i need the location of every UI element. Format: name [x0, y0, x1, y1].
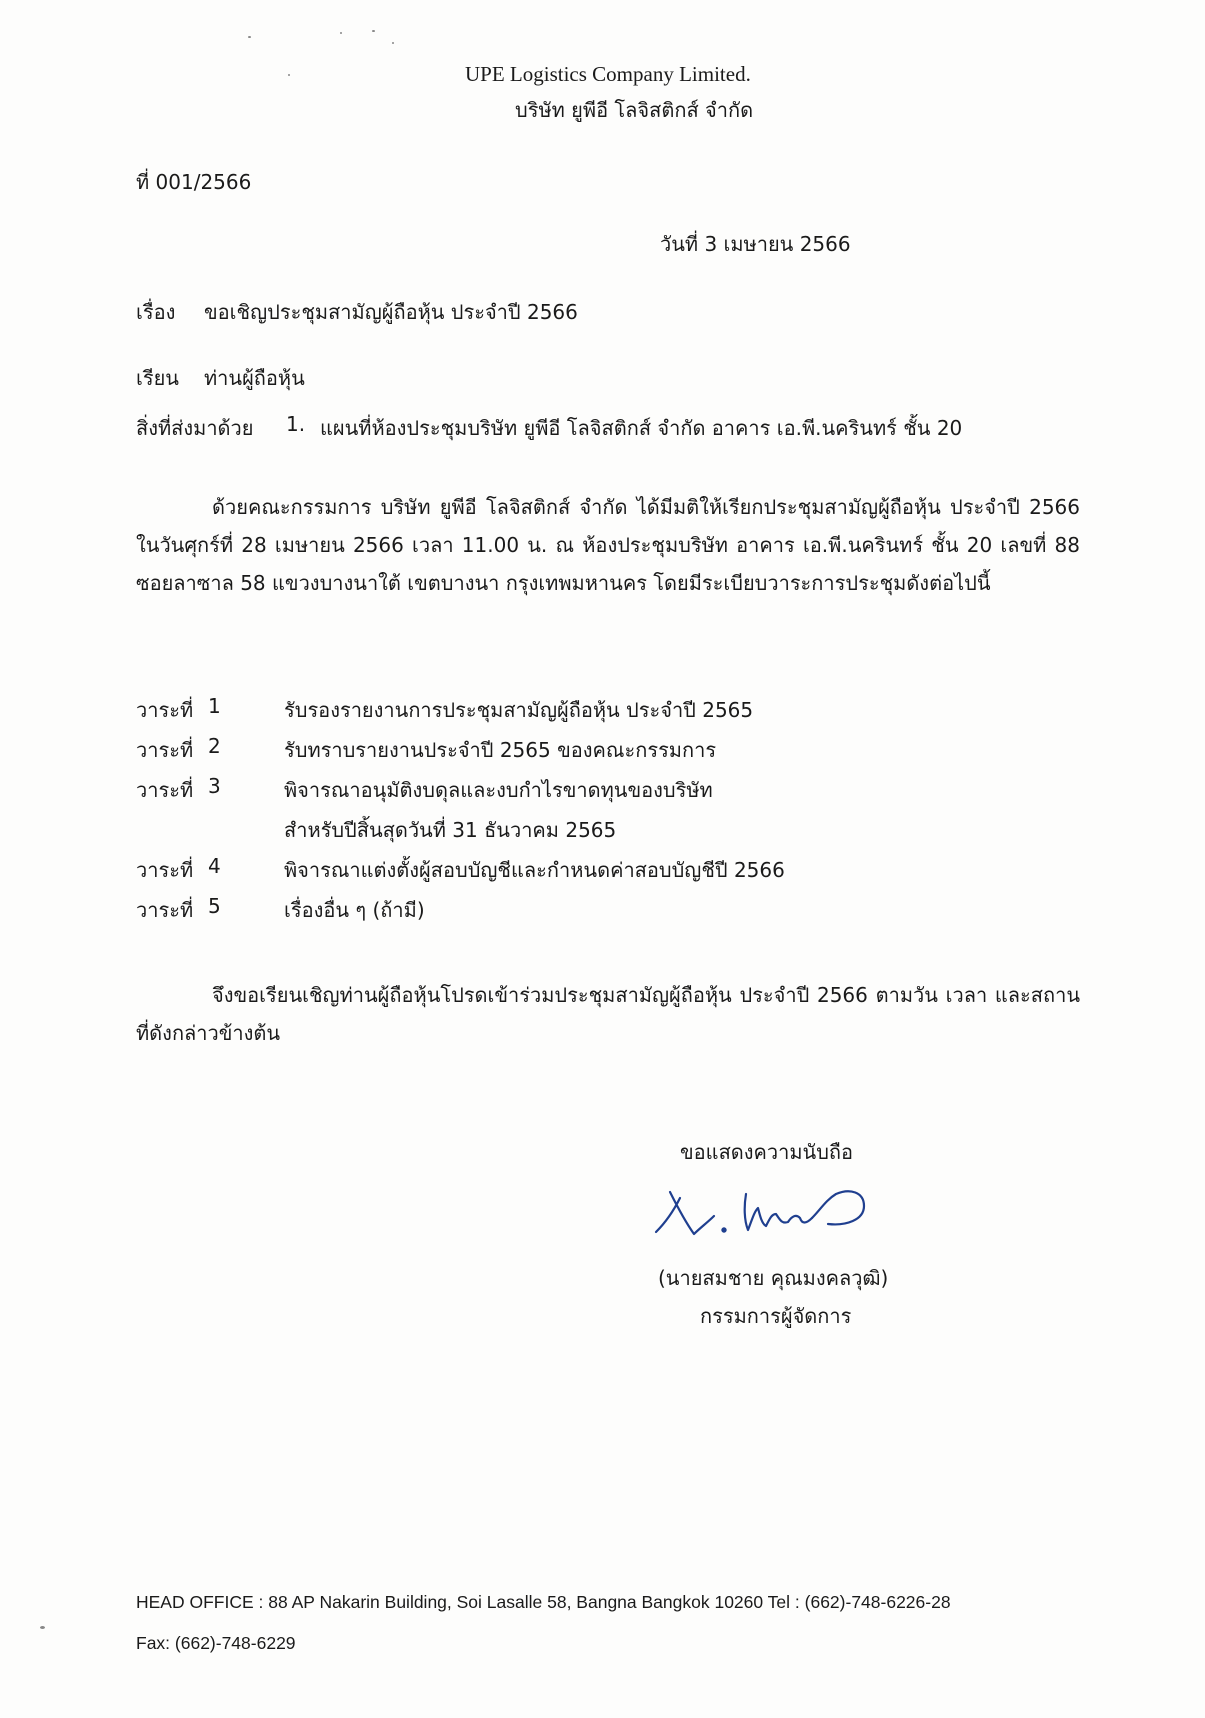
agenda-text: พิจารณาแต่งตั้งผู้สอบบัญชีและกำหนดค่าสอบบัญชีปี 2566 — [284, 858, 785, 882]
subject-text: ขอเชิญประชุมสามัญผู้ถือหุ้น ประจำปี 2566 — [204, 300, 578, 324]
agenda-text: สำหรับปีสิ้นสุดวันที่ 31 ธันวาคม 2565 — [284, 818, 617, 842]
company-name-en: UPE Logistics Company Limited. — [465, 62, 751, 86]
scan-speck — [288, 74, 290, 76]
signatory-position: กรรมการผู้จัดการ — [700, 1304, 852, 1328]
agenda-text: รับรองรายงานการประชุมสามัญผู้ถือหุ้น ประจำปี 2565 — [284, 698, 754, 722]
agenda-item — [136, 694, 1036, 734]
agenda-number: 4 — [208, 854, 221, 878]
scan-speck — [340, 32, 342, 34]
agenda-label: วาระที่ — [136, 898, 194, 922]
scan-speck — [392, 42, 394, 44]
closing-paragraph: จึงขอเรียนเชิญท่านผู้ถือหุ้นโปรดเข้าร่วมประชุมสามัญผู้ถือหุ้น ประจำปี 2566 ตามวัน เวลา และสถานที่ดังกล่าวข้างต้น — [136, 983, 1080, 1045]
addressee-label: เรียน — [136, 366, 179, 390]
agenda-number: 3 — [208, 774, 221, 798]
scan-speck — [248, 36, 251, 38]
agenda-item — [136, 734, 1036, 774]
agenda-label: วาระที่ — [136, 698, 194, 722]
footer-head-office: HEAD OFFICE : 88 AP Nakarin Building, Soi Lasalle 58, Bangna Bangkok 10260 Tel : (662)-748-6226-28 — [136, 1592, 951, 1612]
agenda-label: วาระที่ — [136, 858, 194, 882]
company-name-th: บริษัท ยูพีอี โลจิสติกส์ จำกัด — [515, 98, 754, 122]
agenda-number: 1 — [208, 694, 221, 718]
agenda-item — [136, 814, 1036, 854]
agenda-text: พิจารณาอนุมัติงบดุลและงบกำไรขาดทุนของบริษัท — [284, 778, 713, 802]
reference-number: ที่ 001/2566 — [136, 170, 252, 194]
handwritten-signature — [650, 1180, 880, 1244]
enclosure-label: สิ่งที่ส่งมาด้วย — [136, 416, 254, 440]
regards-text: ขอแสดงความนับถือ — [680, 1140, 854, 1164]
agenda-text: เรื่องอื่น ๆ (ถ้ามี) — [284, 898, 425, 922]
footer-fax: Fax: (662)-748-6229 — [136, 1633, 296, 1653]
agenda-item — [136, 894, 1036, 934]
enclosure-text: แผนที่ห้องประชุมบริษัท ยูพีอี โลจิสติกส์ จำกัด อาคาร เอ.พี.นครินทร์ ชั้น 20 — [320, 416, 963, 440]
agenda-number: 5 — [208, 894, 221, 918]
letter-date: วันที่ 3 เมษายน 2566 — [660, 232, 851, 256]
agenda-number: 2 — [208, 734, 221, 758]
agenda-item — [136, 854, 1036, 894]
agenda-item — [136, 774, 1036, 814]
agenda-label: วาระที่ — [136, 738, 194, 762]
scan-speck — [372, 30, 375, 32]
agenda-label: วาระที่ — [136, 778, 194, 802]
body-paragraph: ด้วยคณะกรรมการ บริษัท ยูพีอี โลจิสติกส์ จำกัด ได้มีมติให้เรียกประชุมสามัญผู้ถือหุ้น ประจำปี 2566 ในวันศุกร์ที่ 28 เมษายน 2566 เวลา 11.00 น. ณ ห้องประชุมบริษัท อาคาร เอ.พี.นครินทร์ ชั้น 20 เลขที่ 88 ซอยลาซาล 58 แขวงบางนาใต้ เขตบางนา กรุงเทพมหานคร โดยมีระเบียบวาระการประชุมดังต่อไปนี้ — [136, 495, 1080, 595]
addressee-text: ท่านผู้ถือหุ้น — [204, 366, 305, 390]
agenda-text: รับทราบรายงานประจำปี 2565 ของคณะกรรมการ — [284, 738, 717, 762]
subject-label: เรื่อง — [136, 300, 176, 324]
scan-speck — [40, 1626, 45, 1629]
signatory-name: (นายสมชาย คุณมงคลวุฒิ) — [658, 1266, 889, 1290]
body-paragraph-block — [136, 488, 1080, 602]
enclosure-number: 1. — [286, 412, 306, 436]
closing-paragraph-block — [136, 976, 1080, 1052]
